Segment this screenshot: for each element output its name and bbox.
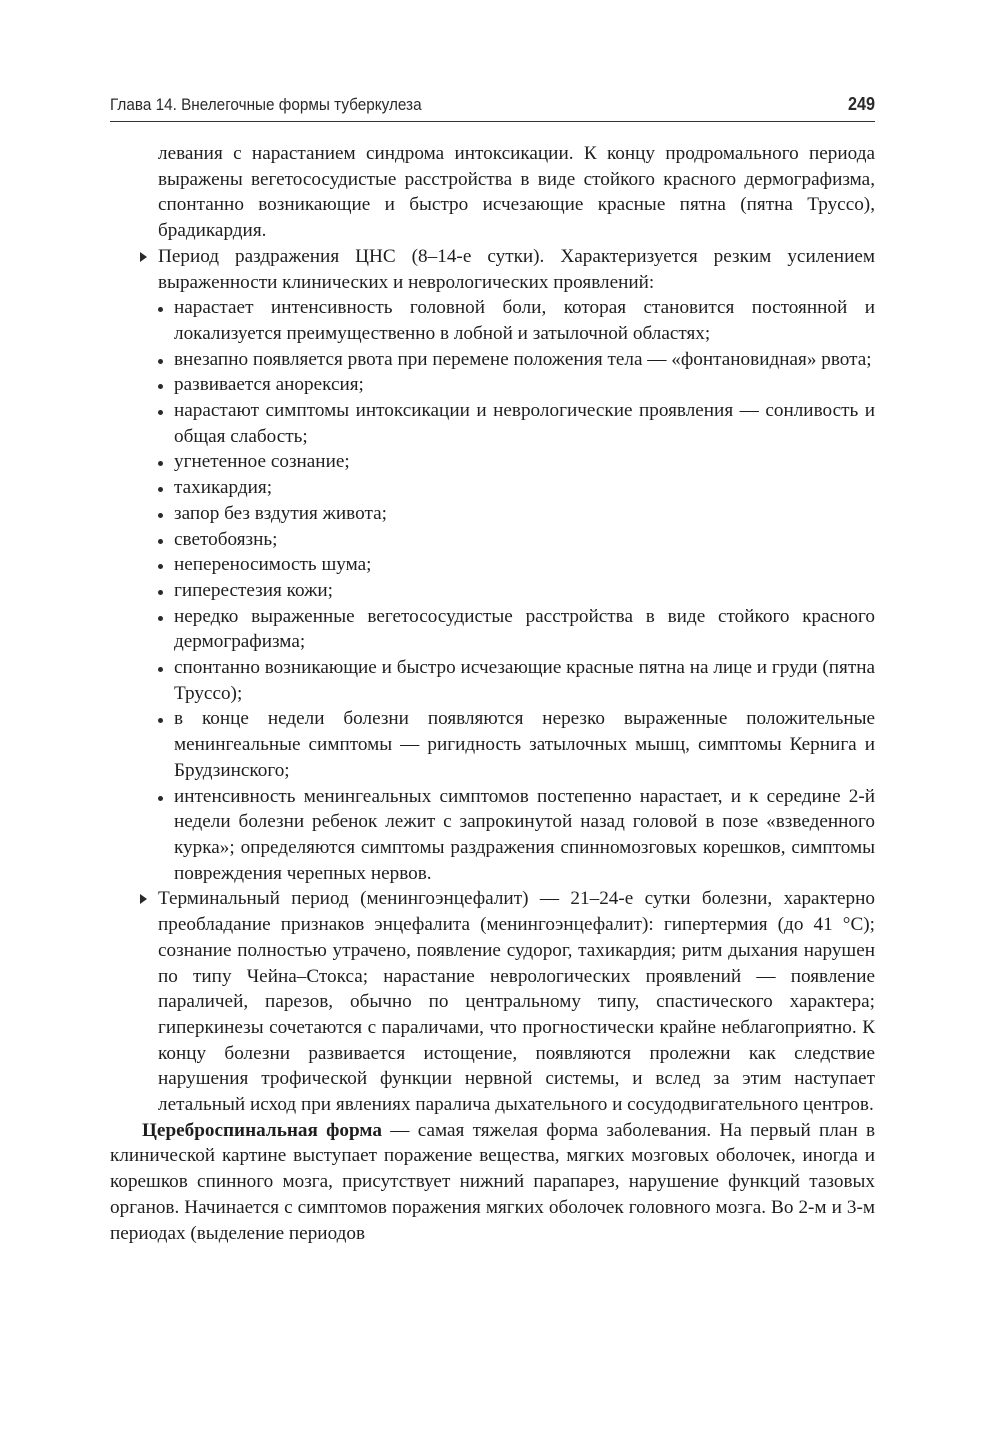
running-header	[110, 94, 875, 115]
bullet-icon	[158, 590, 163, 595]
list-item: нередко выраженные вегетососудистые расстройства в виде стойкого красного дермографизма;	[110, 604, 875, 655]
list-item: интенсивность менингеальных симптомов постепенно нарастает, и к середине 2-й недели болезни ребенок лежит с запрокинутой назад головой в позе «взведенного курка»; определяются симптомы раздражения спинномозговых корешков, симптомы повреждения черепных нервов.	[110, 784, 875, 887]
list-item: спонтанно возникающие и быстро исчезающие красные пятна на лице и груди (пятна Труссо);	[110, 655, 875, 706]
body-text	[110, 141, 875, 1246]
list-item: угнетенное сознание;	[110, 449, 875, 475]
period-terminal-text: Терминальный период (менингоэнцефалит) — 21–24-е сутки болезни, характерно преобладание признаков энцефалита (менингоэнцефалит): гипертермия (до 41 °С); сознание полностью утрачено, появление судорог, тахикардия; ритм дыхания нарушен по типу Чейна–Стокса; нарастание неврологических проявлений — появление параличей, парезов, обычно по центральному типу, спастического характера; гиперкинезы сочетаются с параличами, что прогностически крайне неблагоприятно. К концу болезни развивается истощение, появляются пролежни как следствие нарушения трофической функции нервной системы, и вслед за этим наступает летальный исход при явлениях паралича дыхательного и сосудодвигательного центров.	[158, 888, 875, 1116]
cerebrospinal-paragraph	[110, 1118, 875, 1247]
list-item: запор без вздутия живота;	[110, 501, 875, 527]
list-item: непереносимость шума;	[110, 552, 875, 578]
bullet-icon	[158, 461, 163, 466]
bullet-icon	[158, 616, 163, 621]
list-item: тахикардия;	[110, 475, 875, 501]
bullet-icon	[158, 667, 163, 672]
intro-paragraph: левания с нарастанием синдрома интоксикации. К концу продромального периода выражены вегетососудистые расстройства в виде стойкого красного дермографизма, спонтанно возникающие и быстро исчезающие красные пятна (пятна Труссо), брадикардия.	[158, 143, 875, 242]
bullet-icon	[158, 564, 163, 569]
list-item: гиперестезия кожи;	[110, 578, 875, 604]
page-number: 249	[847, 94, 875, 114]
cerebrospinal-term: Цереброспинальная форма	[142, 1119, 382, 1141]
triangle-bullet-icon	[140, 894, 147, 904]
list-item: нарастают симптомы интоксикации и неврологические проявления — сонливость и общая слабость;	[110, 398, 875, 449]
list-item: в конце недели болезни появляются нерезко выраженные положительные менингеальные симптомы — ригидность затылочных мышц, симптомы Кернига и Брудзинского;	[110, 706, 875, 783]
header-rule	[110, 121, 875, 122]
triangle-bullet-icon	[140, 252, 147, 262]
list-item: внезапно появляется рвота при перемене положения тела — «фонтановидная» рвота;	[110, 347, 875, 373]
bullet-icon	[158, 307, 163, 312]
list-item: развивается анорексия;	[110, 372, 875, 398]
bullet-icon	[158, 796, 163, 801]
period-irritation	[110, 244, 875, 295]
symptom-list	[110, 295, 875, 886]
chapter-title: Глава 14. Внелегочные формы туберкулеза	[110, 95, 422, 114]
bullet-icon	[158, 359, 163, 364]
cerebrospinal-text: — самая тяжелая форма заболевания. На первый план в клинической картине выступает поражение вещества, мягких мозговых оболочек, иногда и корешков спинного мозга, присутствует нижний парапарез, нарушение функций тазовых органов. Начинается с симптомов поражения мягких оболочек головного мозга. Во 2-м и 3-м периодах (выделение периодов	[110, 1119, 876, 1244]
bullet-icon	[158, 513, 163, 518]
bullet-icon	[158, 384, 163, 389]
period-irritation-text: Период раздражения ЦНС (8–14-е сутки). Характеризуется резким усилением выраженности клинических и неврологических проявлений:	[158, 245, 875, 293]
period-terminal	[110, 886, 875, 1117]
bullet-icon	[158, 539, 163, 544]
list-item: светобоязнь;	[110, 527, 875, 553]
list-item: нарастает интенсивность головной боли, которая становится постоянной и локализуется преимущественно в лобной и затылочной областях;	[110, 295, 875, 346]
bullet-icon	[158, 718, 163, 723]
bullet-icon	[158, 410, 163, 415]
bullet-icon	[158, 487, 163, 492]
